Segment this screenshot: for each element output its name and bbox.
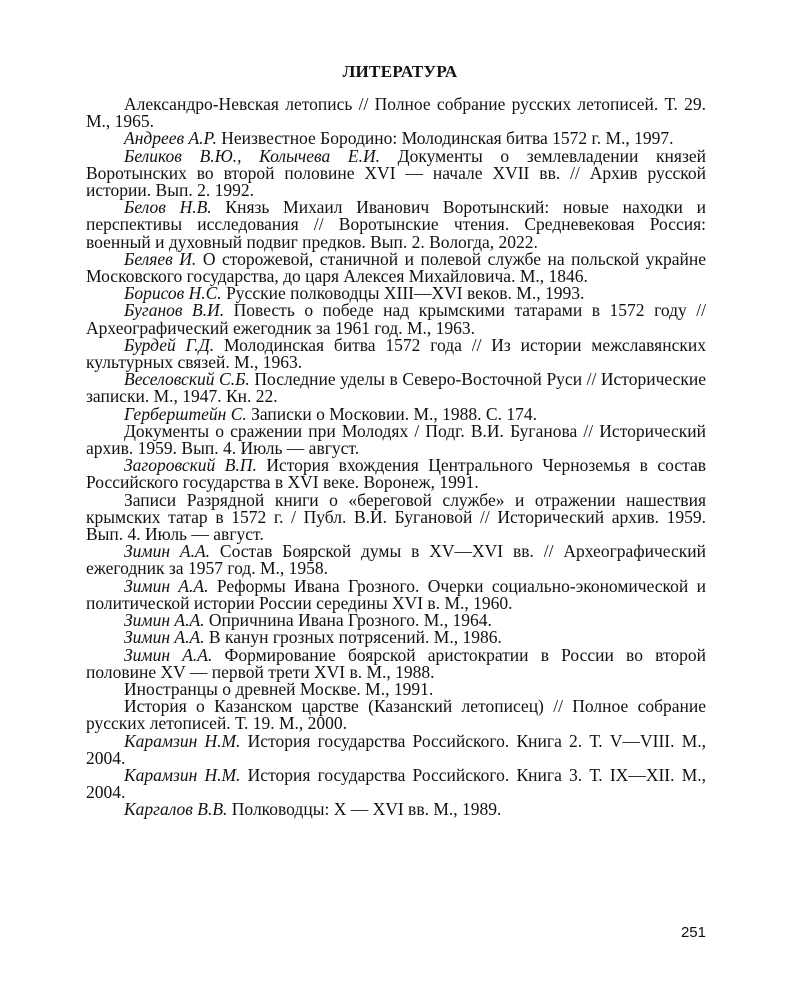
entry-text: Иностранцы о древней Москве. М., 1991.	[124, 678, 434, 699]
entry-text: Записки о Московии. М., 1988. С. 174.	[246, 403, 537, 424]
page-number: 251	[680, 924, 706, 941]
entry-text: Документы о землевладении князей Воротынских во второй половине XVI — начале XVII вв. // Архив русской истории. Вып. 2. 1992.	[86, 145, 706, 201]
entry-text: В канун грозных потрясений. М., 1986.	[204, 627, 502, 648]
entry-author: Загоровский В.П.	[124, 455, 257, 476]
bibliography-entry	[86, 801, 706, 818]
entry-text: Молодинская битва 1572 года // Из истории межславянских культурных связей. М., 1963.	[86, 334, 706, 373]
bibliography-entry	[86, 644, 706, 682]
entry-author: Зимин А.А.	[124, 541, 211, 562]
entry-text: Неизвестное Бородино: Молодинская битва 1572 г. М., 1997.	[216, 128, 674, 149]
entry-text: История государства Российского. Книга 3. Т. IX—XII. М., 2004.	[86, 764, 706, 803]
entry-author: Зимин А.А.	[124, 627, 205, 648]
entry-text: О сторожевой, станичной и полевой службе на польской украйне Московского государства, до царя Алексея Михайловича. М., 1846.	[86, 248, 706, 287]
entry-author: Андреев А.Р.	[124, 128, 217, 149]
entry-author: Белов Н.В.	[124, 197, 212, 218]
bibliography-entry	[86, 543, 706, 577]
entry-author: Зимин А.А.	[124, 575, 209, 596]
bibliography-entry	[86, 489, 706, 545]
entry-text: Повесть о победе над крымскими татарами в 1572 году // Археографический ежегодник за 1961 год. М., 1963.	[86, 300, 706, 338]
page-title: ЛИТЕРАТУРА	[342, 62, 458, 81]
entry-text: История о Казанском царстве (Казанский летописец) // Полное собрание русских летописей. Т. 19. М., 2000.	[86, 696, 706, 734]
entry-author: Каргалов В.В.	[124, 799, 228, 820]
entry-author: Бурдей Г.Д.	[124, 334, 215, 355]
entry-text: Александро-Невская летопись // Полное собрание русских летописей. Т. 29. М., 1965.	[86, 94, 706, 132]
entry-text: Последние уделы в Северо-Восточной Руси // Исторические записки. М., 1947. Кн. 22.	[86, 369, 706, 407]
entry-author: Борисов Н.С.	[124, 283, 222, 304]
entry-author: Зимин А.А.	[124, 644, 213, 665]
bibliography-entry	[86, 420, 706, 459]
bibliography-entry	[86, 575, 706, 613]
entry-text: Формирование боярской аристократии в России во второй половине XV — первой трети XVI в. М., 1988.	[86, 644, 706, 682]
bibliography-entry	[86, 764, 706, 803]
bibliography-list	[86, 96, 706, 819]
entry-author: Веселовский С.Б.	[124, 369, 250, 390]
bibliography-entry	[86, 371, 706, 405]
bibliography-entry	[86, 96, 706, 130]
bibliography-entry	[86, 199, 706, 251]
bibliography-entry	[86, 248, 706, 287]
entry-author: Герберштейн С.	[124, 403, 247, 424]
entry-author: Карамзин Н.М.	[124, 764, 241, 785]
entry-text: Документы о сражении при Молодях / Подг. В.И. Буганова // Исторический архив. 1959. Вып. 4. Июль — август.	[86, 420, 706, 459]
bibliography-entry	[86, 457, 706, 491]
entry-text: Опричнина Ивана Грозного. М., 1964.	[204, 610, 492, 631]
entry-text: Реформы Ивана Грозного. Очерки социально-экономической и политической истории России середины XVI в. М., 1960.	[86, 575, 706, 613]
entry-text: История вхождения Центрального Черноземья в состав Российского государства в XVI веке. Воронеж, 1991.	[86, 455, 706, 493]
bibliography-entry	[86, 145, 706, 201]
bibliography-entry	[86, 302, 706, 336]
entry-text: История государства Российского. Книга 2. Т. V—VIII. М., 2004.	[86, 730, 706, 768]
bibliography-entry	[86, 698, 706, 732]
entry-text: Русские полководцы XIII—XVI веков. М., 1993.	[221, 283, 585, 304]
bibliography-entry	[86, 730, 706, 768]
entry-author: Карамзин Н.М.	[124, 730, 241, 751]
entry-author: Буганов В.И.	[124, 300, 225, 321]
entry-author: Беляев И.	[124, 248, 197, 269]
entry-author: Беликов В.Ю., Колычева Е.И.	[124, 145, 380, 166]
entry-text: Князь Михаил Иванович Воротынский: новые находки и перспективы исследования // Воротынские чтения. Средневековая Россия: военный и духовный подвиг предков. Вып. 2. Вологда, 2022.	[86, 197, 706, 252]
bibliography-entry	[86, 334, 706, 373]
entry-text: Записи Разрядной книги о «береговой службе» и отражении нашествия крымских татар в 1572 г. / Публ. В.И. Бугановой // Исторический архив. 1959. Вып. 4. Июль — август.	[86, 489, 706, 545]
entry-text: Состав Боярской думы в XV—XVI вв. // Археографический ежегодник за 1957 год. М., 1958.	[86, 541, 706, 579]
entry-text: Полководцы: X — XVI вв. М., 1989.	[227, 799, 502, 820]
entry-author: Зимин А.А.	[124, 610, 205, 631]
